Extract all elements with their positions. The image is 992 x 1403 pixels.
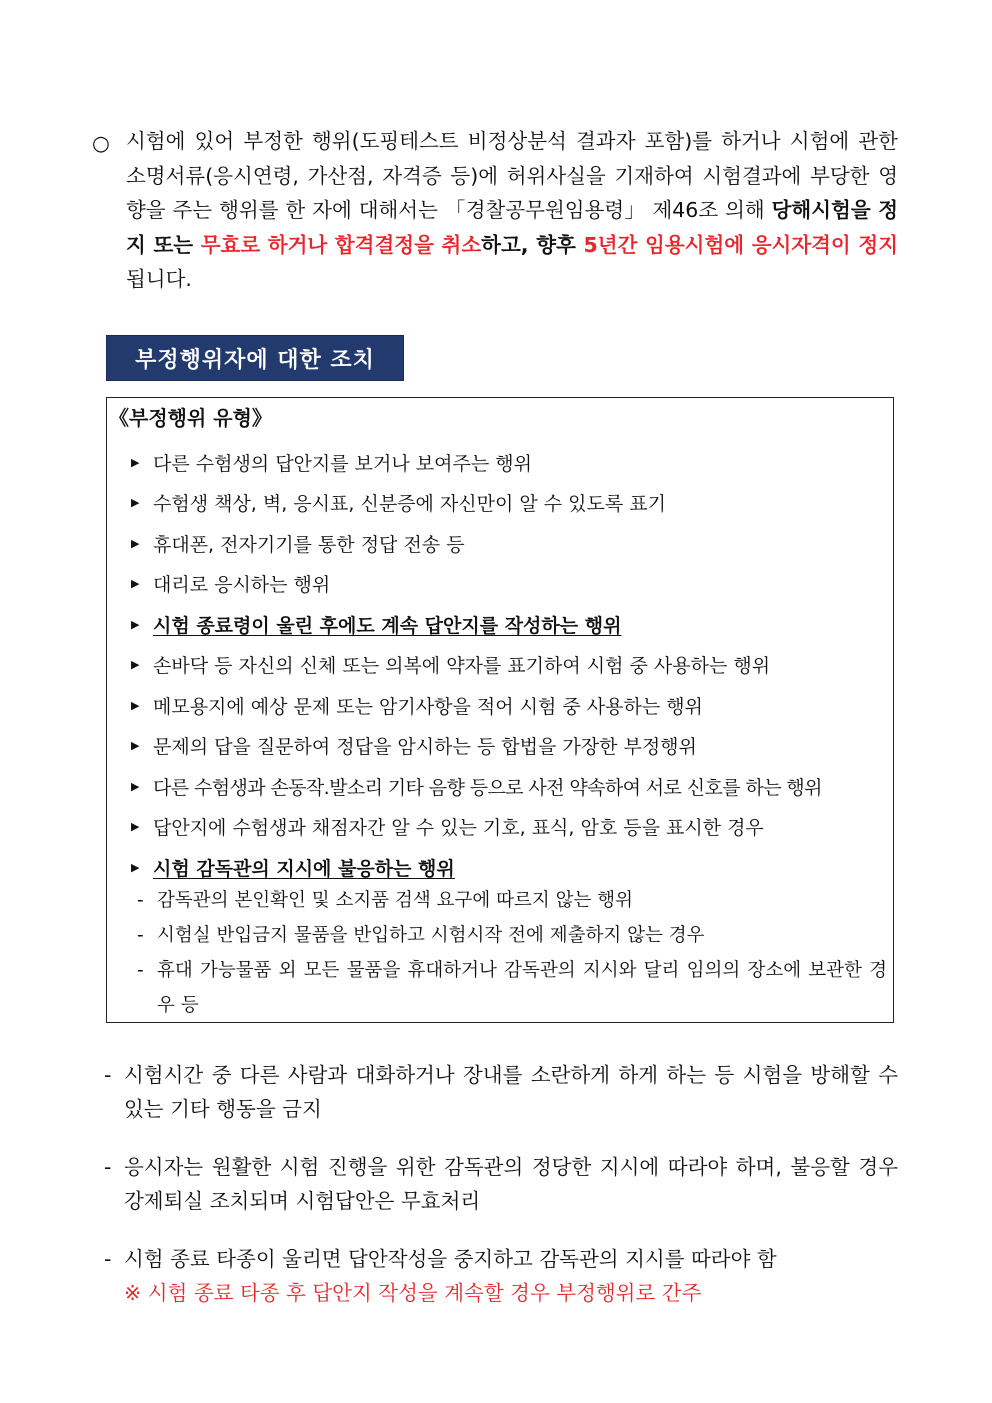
list-item: ▶ 다른 수험생의 답안지를 보거나 보여주는 행위 bbox=[131, 452, 532, 475]
list-item: ▶ 다른 수험생과 손동작.발소리 기타 음향 등으로 사전 약속하여 서로 신호를 하는 행위 bbox=[131, 776, 822, 799]
intro-bold-2: 하고, 향후 bbox=[481, 232, 584, 257]
triangle-bullet-icon: ▶ bbox=[131, 779, 140, 793]
triangle-bullet-icon: ▶ bbox=[131, 820, 140, 834]
sub-item: - 시험실 반입금지 물품을 반입하고 시험시작 전에 제출하지 않는 경우 bbox=[137, 918, 887, 953]
triangle-bullet-icon: ▶ bbox=[131, 536, 140, 550]
list-item: ▶ 대리로 응시하는 행위 bbox=[131, 574, 331, 597]
sub-item: - 휴대 가능물품 외 모든 물품을 휴대하거나 감독관의 지시와 달리 임의의 장소에 보관한 경우 등 bbox=[137, 953, 887, 1023]
intro-paragraph bbox=[92, 124, 898, 297]
rule-item bbox=[104, 1242, 898, 1310]
triangle-bullet-icon: ▶ bbox=[131, 739, 140, 753]
list-item: ▶ 수험생 책상, 벽, 응시표, 신분증에 자신만이 알 수 있도록 표기 bbox=[131, 493, 666, 516]
rule-text: 시험 종료 타종이 울리면 답안작성을 중지하고 감독관의 지시를 따라야 함 bbox=[124, 1247, 777, 1271]
triangle-bullet-icon: ▶ bbox=[131, 860, 140, 874]
list-item: ▶ 메모용지에 예상 문제 또는 암기사항을 적어 시험 중 사용하는 행위 bbox=[131, 695, 703, 718]
box-title: 《부정행위 유형》 bbox=[109, 406, 272, 430]
sub-list bbox=[137, 883, 887, 1023]
list-item: ▶ 휴대폰, 전자기기를 통한 정답 전송 등 bbox=[131, 533, 465, 556]
list-item-emphasized: ▶ 시험 종료령이 울린 후에도 계속 답안지를 작성하는 행위 bbox=[131, 614, 622, 637]
triangle-bullet-icon: ▶ bbox=[131, 496, 140, 510]
triangle-bullet-icon: ▶ bbox=[131, 617, 140, 631]
exam-rules bbox=[104, 1058, 898, 1334]
dash-bullet: - bbox=[104, 1155, 112, 1179]
dash-bullet: - bbox=[137, 925, 144, 946]
dash-bullet: - bbox=[137, 890, 144, 911]
circle-bullet-icon: ○ bbox=[92, 131, 110, 155]
intro-text-1: 시험에 있어 부정한 행위(도핑테스트 비정상분석 결과자 포함)를 하거나 시험에 관한 소명서류(응시연령, 가산점, 자격증 등)에 허위사실을 기재하여 시험결과에 부당한 영향을 주는 행위를 한 자에 대해서는 「경찰공무원임용령」 제46조 의해 bbox=[126, 129, 898, 222]
list-item-emphasized: ▶ 시험 감독관의 지시에 불응하는 행위 bbox=[131, 857, 455, 880]
rule-item: - 시험시간 중 다른 사람과 대화하거나 장내를 소란하게 하게 하는 등 시험을 방해할 수 있는 기타 행동을 금지 bbox=[104, 1058, 898, 1126]
list-item: ▶ 문제의 답을 질문하여 정답을 암시하는 등 합법을 가장한 부정행위 bbox=[131, 736, 697, 759]
rule-item: - 응시자는 원활한 시험 진행을 위한 감독관의 정당한 지시에 따라야 하며, 불응할 경우 강제퇴실 조치되며 시험답안은 무효처리 bbox=[104, 1150, 898, 1218]
dash-bullet: - bbox=[104, 1247, 112, 1271]
misconduct-types-box bbox=[106, 397, 894, 1023]
sub-item: - 감독관의 본인확인 및 소지품 검색 요구에 따르지 않는 행위 bbox=[137, 883, 887, 918]
section-header: 부정행위자에 대한 조치 bbox=[106, 335, 404, 381]
intro-red-1: 무효로 하거나 합격결정을 취소 bbox=[200, 232, 482, 257]
list-item: ▶ 답안지에 수험생과 채점자간 알 수 있는 기호, 표식, 암호 등을 표시한 경우 bbox=[131, 817, 764, 840]
rule-note: ※ 시험 종료 타종 후 답안지 작성을 계속할 경우 부정행위로 간주 bbox=[124, 1281, 702, 1305]
intro-text bbox=[126, 124, 898, 297]
dash-bullet: - bbox=[137, 960, 144, 981]
triangle-bullet-icon: ▶ bbox=[131, 658, 140, 672]
intro-text-2: 됩니다. bbox=[126, 267, 192, 291]
triangle-bullet-icon: ▶ bbox=[131, 698, 140, 712]
triangle-bullet-icon: ▶ bbox=[131, 577, 140, 591]
intro-red-2: 5년간 임용시험에 응시자격이 정지 bbox=[583, 232, 898, 257]
dash-bullet: - bbox=[104, 1063, 112, 1087]
triangle-bullet-icon: ▶ bbox=[131, 455, 140, 469]
list-item: ▶ 손바닥 등 자신의 신체 또는 의복에 약자를 표기하여 시험 중 사용하는 행위 bbox=[131, 655, 771, 678]
intro-bold-1: 당해시험을 정지 또는 bbox=[126, 198, 898, 257]
misconduct-list bbox=[131, 442, 891, 888]
